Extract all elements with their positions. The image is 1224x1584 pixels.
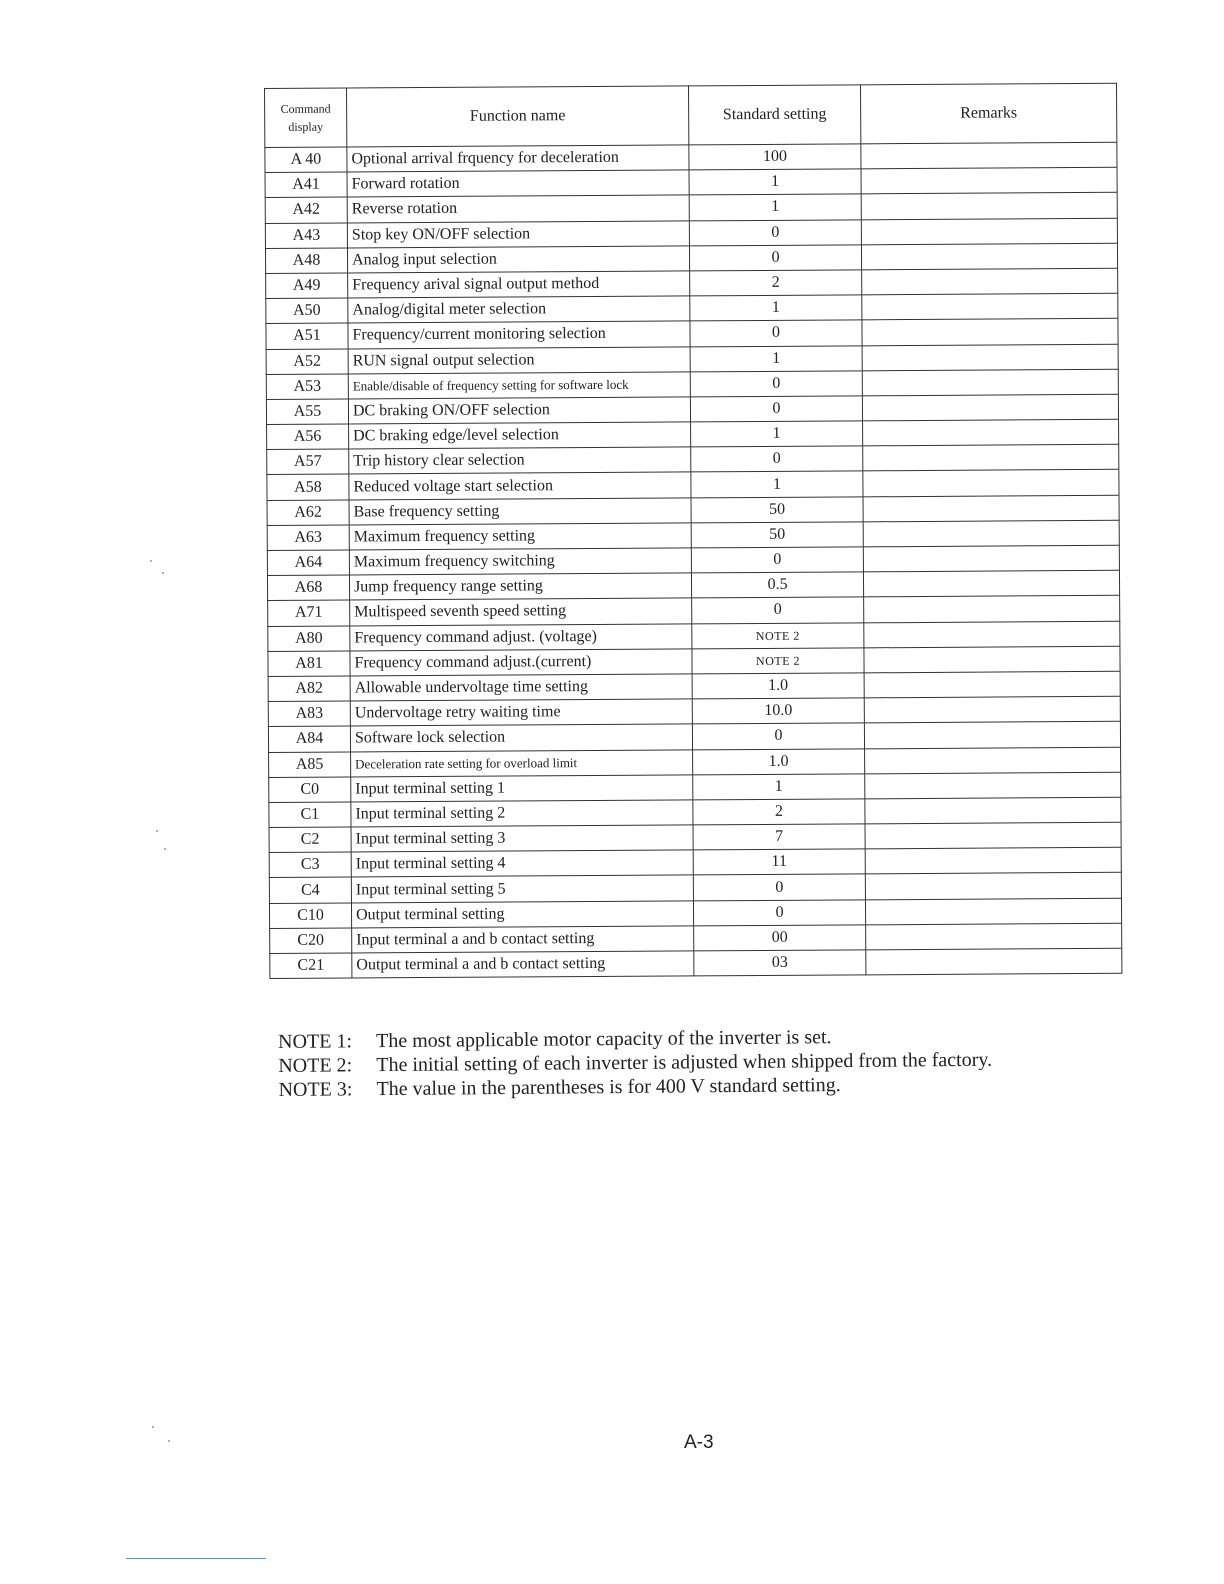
remarks-cell — [865, 873, 1121, 900]
page-number: A-3 — [684, 1432, 714, 1453]
command-code-cell: C20 — [270, 928, 352, 954]
remarks-cell — [863, 520, 1119, 547]
standard-setting-cell: 1 — [691, 471, 863, 497]
command-code-cell: A64 — [267, 550, 349, 576]
scan-speck — [152, 1426, 154, 1428]
remarks-cell — [866, 923, 1122, 950]
column-header-command — [265, 88, 347, 147]
standard-setting-cell: 50 — [691, 496, 863, 522]
standard-setting-cell: 0 — [692, 597, 864, 623]
scan-speck — [164, 848, 166, 850]
function-name-cell: Optional arrival frquency for deceleration — [347, 145, 689, 172]
function-name-cell: Maximum frequency switching — [349, 548, 691, 575]
standard-setting-cell: 1 — [691, 421, 863, 447]
note-1-label: NOTE 1: — [278, 1030, 353, 1053]
remarks-cell — [865, 747, 1121, 774]
standard-setting-cell: 0 — [691, 446, 863, 472]
standard-setting-cell: 0 — [689, 219, 861, 245]
remarks-cell — [865, 797, 1121, 824]
scan-edge-line — [126, 1558, 266, 1559]
note-3-text: The value in the parentheses is for 400 V standard setting. — [376, 1074, 841, 1101]
standard-setting-cell: 1 — [693, 774, 865, 800]
standard-setting-cell: 0 — [693, 874, 865, 900]
standard-setting-cell: 00 — [694, 925, 866, 951]
scan-speck — [162, 572, 164, 574]
command-code-cell: A85 — [269, 751, 351, 777]
command-code-cell: A55 — [266, 399, 348, 425]
standard-setting-cell: 1 — [690, 345, 862, 371]
remarks-cell — [862, 344, 1118, 371]
command-code-cell: A42 — [265, 197, 347, 223]
standard-setting-cell: 0 — [690, 320, 862, 346]
remarks-cell — [865, 772, 1121, 799]
function-name-cell: DC braking edge/level selection — [349, 422, 691, 449]
standard-setting-cell: 03 — [694, 950, 866, 976]
function-name-cell: Analog input selection — [347, 246, 689, 273]
remarks-cell — [864, 696, 1120, 723]
function-name-cell: DC braking ON/OFF selection — [348, 397, 690, 424]
function-name-cell: Multispeed seventh speed setting — [350, 598, 692, 625]
function-name-cell: Base frequency setting — [349, 498, 691, 525]
scan-speck — [168, 1440, 170, 1442]
parameter-table-container — [264, 83, 1121, 979]
remarks-cell — [862, 319, 1118, 346]
column-header-command-line2: display — [288, 119, 324, 134]
column-header-command-line1: Command — [280, 101, 331, 116]
standard-setting-cell: 10.0 — [692, 698, 864, 724]
command-code-cell: A53 — [266, 374, 348, 400]
standard-setting-cell: 0 — [693, 899, 865, 925]
function-name-cell: Enable/disable of frequency setting for software lock — [348, 372, 690, 399]
standard-setting-cell: 2 — [690, 270, 862, 296]
function-name-cell: Input terminal a and b contact setting — [352, 926, 694, 953]
remarks-cell — [864, 646, 1120, 673]
remarks-cell — [864, 722, 1120, 749]
function-name-cell: Output terminal a and b contact setting — [352, 951, 694, 978]
remarks-cell — [862, 369, 1118, 396]
command-code-cell: A50 — [266, 298, 348, 324]
remarks-cell — [864, 621, 1120, 648]
table-header-row — [265, 83, 1117, 147]
standard-setting-cell: 1 — [690, 295, 862, 321]
standard-setting-cell: 0.5 — [691, 572, 863, 598]
function-name-cell: Input terminal setting 4 — [351, 850, 693, 877]
command-code-cell: C0 — [269, 777, 351, 803]
remarks-cell — [865, 848, 1121, 875]
function-name-cell: Frequency/current monitoring selection — [348, 321, 690, 348]
command-code-cell: A52 — [266, 348, 348, 374]
remarks-cell — [862, 293, 1118, 320]
remarks-cell — [861, 142, 1117, 169]
remarks-cell — [866, 948, 1122, 975]
parameter-table — [264, 83, 1122, 979]
standard-setting-cell: NOTE 2 — [692, 648, 864, 674]
standard-setting-cell: 100 — [689, 144, 861, 170]
table-body — [265, 142, 1122, 978]
standard-setting-cell: 1.0 — [693, 748, 865, 774]
function-name-cell: Trip history clear selection — [349, 447, 691, 474]
standard-setting-cell: 1 — [689, 169, 861, 195]
command-code-cell: A41 — [265, 172, 347, 198]
note-3-label: NOTE 3: — [278, 1078, 353, 1101]
function-name-cell: Allowable undervoltage time setting — [350, 674, 692, 701]
standard-setting-cell: 0 — [692, 723, 864, 749]
standard-setting-cell: 0 — [690, 396, 862, 422]
table-row — [270, 948, 1122, 978]
command-code-cell: A48 — [265, 248, 347, 274]
note-3 — [278, 1072, 992, 1102]
command-code-cell: A62 — [267, 500, 349, 526]
command-code-cell: C2 — [269, 827, 351, 853]
remarks-cell — [863, 419, 1119, 446]
remarks-cell — [862, 394, 1118, 421]
scan-speck — [156, 830, 158, 832]
remarks-cell — [864, 596, 1120, 623]
command-code-cell: A57 — [267, 449, 349, 475]
command-code-cell: A68 — [267, 575, 349, 601]
standard-setting-cell: 7 — [693, 824, 865, 850]
function-name-cell: RUN signal output selection — [348, 346, 690, 373]
function-name-cell: Analog/digital meter selection — [348, 296, 690, 323]
notes-section — [278, 1024, 992, 1102]
standard-setting-cell: 11 — [693, 849, 865, 875]
command-code-cell: C1 — [269, 802, 351, 828]
function-name-cell: Software lock selection — [350, 724, 692, 751]
column-header-function: Function name — [347, 86, 689, 147]
remarks-cell — [865, 822, 1121, 849]
note-1-text: The most applicable motor capacity of the inverter is set. — [376, 1026, 832, 1053]
command-code-cell: A83 — [268, 701, 350, 727]
note-2-text: The initial setting of each inverter is adjusted when shipped from the factory. — [376, 1048, 993, 1077]
function-name-cell: Jump frequency range setting — [349, 573, 691, 600]
command-code-cell: C10 — [269, 903, 351, 929]
command-code-cell: C3 — [269, 852, 351, 878]
function-name-cell: Forward rotation — [347, 170, 689, 197]
remarks-cell — [862, 268, 1118, 295]
note-2-label: NOTE 2: — [278, 1054, 353, 1077]
function-name-cell: Frequency command adjust. (voltage) — [350, 623, 692, 650]
remarks-cell — [863, 470, 1119, 497]
remarks-cell — [863, 570, 1119, 597]
standard-setting-cell: 0 — [691, 547, 863, 573]
command-code-cell: A84 — [268, 726, 350, 752]
remarks-cell — [863, 545, 1119, 572]
function-name-cell: Reverse rotation — [347, 195, 689, 222]
command-code-cell: A43 — [265, 223, 347, 249]
command-code-cell: A51 — [266, 323, 348, 349]
standard-setting-cell: NOTE 2 — [692, 622, 864, 648]
command-code-cell: A82 — [268, 676, 350, 702]
remarks-cell — [861, 167, 1117, 194]
function-name-cell: Input terminal setting 5 — [351, 875, 693, 902]
function-name-cell: Reduced voltage start selection — [349, 472, 691, 499]
command-code-cell: A63 — [267, 525, 349, 551]
command-code-cell: A81 — [268, 651, 350, 677]
standard-setting-cell: 0 — [690, 371, 862, 397]
command-code-cell: A 40 — [265, 147, 347, 173]
function-name-cell: Frequency arival signal output method — [348, 271, 690, 298]
remarks-cell — [863, 495, 1119, 522]
function-name-cell: Stop key ON/OFF selection — [347, 220, 689, 247]
function-name-cell: Input terminal setting 3 — [351, 825, 693, 852]
remarks-cell — [861, 193, 1117, 220]
column-header-standard: Standard setting — [688, 85, 860, 145]
standard-setting-cell: 50 — [691, 522, 863, 548]
command-code-cell: A58 — [267, 474, 349, 500]
function-name-cell: Undervoltage retry waiting time — [350, 699, 692, 726]
remarks-cell — [861, 218, 1117, 245]
function-name-cell: Maximum frequency setting — [349, 523, 691, 550]
scan-speck — [150, 560, 152, 562]
function-name-cell: Output terminal setting — [351, 901, 693, 928]
function-name-cell: Frequency command adjust.(current) — [350, 649, 692, 676]
remarks-cell — [863, 445, 1119, 472]
command-code-cell: C21 — [270, 953, 352, 979]
remarks-cell — [865, 898, 1121, 925]
remarks-cell — [861, 243, 1117, 270]
remarks-cell — [864, 671, 1120, 698]
command-code-cell: C4 — [269, 877, 351, 903]
standard-setting-cell: 1.0 — [692, 673, 864, 699]
function-name-cell: Input terminal setting 2 — [351, 800, 693, 827]
standard-setting-cell: 2 — [693, 799, 865, 825]
command-code-cell: A49 — [266, 273, 348, 299]
function-name-cell: Deceleration rate setting for overload limit — [351, 749, 693, 776]
command-code-cell: A56 — [267, 424, 349, 450]
command-code-cell: A71 — [268, 600, 350, 626]
function-name-cell: Input terminal setting 1 — [351, 775, 693, 802]
standard-setting-cell: 0 — [689, 245, 861, 271]
column-header-remarks: Remarks — [860, 83, 1116, 144]
standard-setting-cell: 1 — [689, 194, 861, 220]
command-code-cell: A80 — [268, 626, 350, 652]
